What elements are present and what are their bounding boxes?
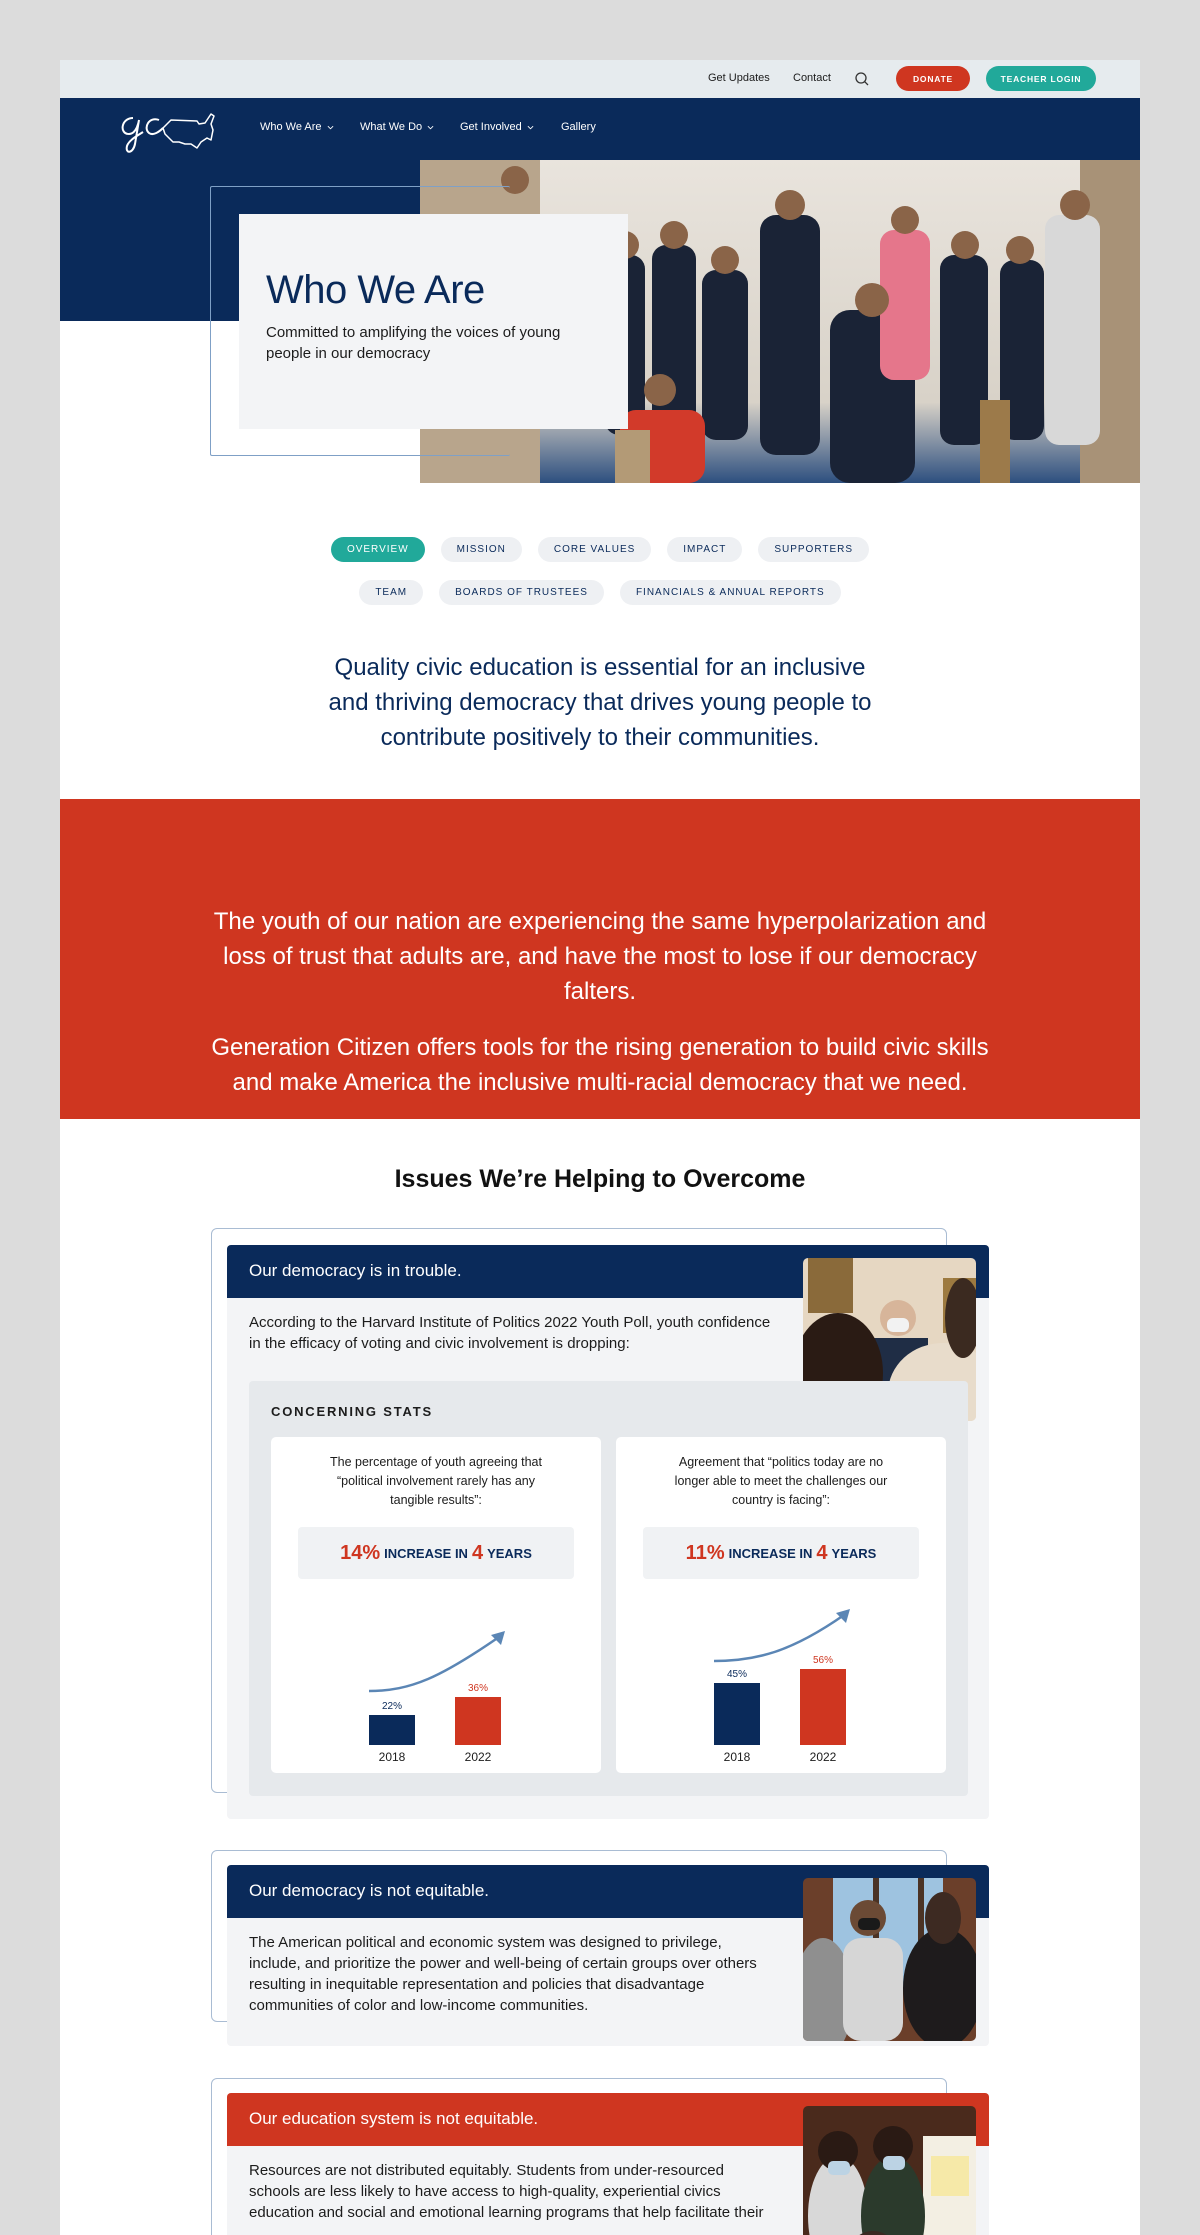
stat-increase-banner <box>643 1527 919 1579</box>
issue-heading: Our democracy is not equitable. <box>227 1865 989 1918</box>
bar-2022 <box>800 1669 846 1745</box>
issue-body: The American political and economic system was designed to privilege, include, and prioritize the power and well-being of certain groups over others resulting in inequitable representation and policies that disadvantage communities of color and low-income communities. <box>249 1934 757 2014</box>
bar-chart <box>616 1587 946 1773</box>
nav-label: Get Involved <box>460 121 522 133</box>
stat-increase-banner <box>298 1527 574 1579</box>
years-number: 4 <box>816 1541 828 1564</box>
section-tabs <box>60 537 1140 623</box>
donate-button[interactable]: DONATE <box>896 66 970 91</box>
teacher-login-button[interactable]: TEACHER LOGIN <box>986 66 1096 91</box>
stat-question: Agreement that “politics today are no longer able to meet the challenges our country is facing”: <box>674 1455 888 1507</box>
issue-body: According to the Harvard Institute of Politics 2022 Youth Poll, youth confidence in the efficacy of voting and civic involvement is dropping: <box>249 1314 771 1352</box>
year-label: 2018 <box>378 1750 406 1764</box>
tab-boards-of-trustees[interactable]: BOARDS OF TRUSTEES <box>439 580 604 605</box>
stat-question: The percentage of youth agreeing that “political involvement rarely has any tangible results”: <box>330 1455 542 1507</box>
bar-label: 22% <box>381 1701 403 1712</box>
bar-chart <box>271 1587 601 1773</box>
nav-label: Who We Are <box>260 121 322 133</box>
stats-label: CONCERNING STATS <box>271 1404 433 1419</box>
bar-2022 <box>455 1697 501 1745</box>
years-text: YEARS <box>831 1545 877 1561</box>
stat-card <box>271 1437 601 1773</box>
hero-card <box>239 214 628 429</box>
search-icon[interactable] <box>854 71 870 87</box>
tab-supporters[interactable]: SUPPORTERS <box>758 537 869 562</box>
chevron-down-icon <box>427 124 434 131</box>
nav-get-involved[interactable] <box>460 121 534 133</box>
get-updates-link[interactable]: Get Updates <box>708 72 770 84</box>
gc-logo-icon[interactable] <box>115 108 225 156</box>
lead-statement: Quality civic education is essential for an inclusive and thriving democracy that drives young people to contribute positively to their communities. <box>328 654 872 751</box>
issue-body: Resources are not distributed equitably. Students from under-resourced schools are less likely to have access to high-quality, experiential civics education and social and emotional learning programs that help facilitate their <box>249 2162 764 2221</box>
bar-2018 <box>714 1683 760 1745</box>
page-title: Who We Are <box>266 268 485 312</box>
statement-paragraph: Generation Citizen offers tools for the rising generation to build civic skills and make America the inclusive multi-racial democracy that we need. <box>211 1034 989 1096</box>
issues-heading: Issues We’re Helping to Overcome <box>394 1165 806 1193</box>
nav-who-we-are[interactable] <box>260 121 334 133</box>
year-label: 2018 <box>723 1750 751 1764</box>
chevron-down-icon <box>327 124 334 131</box>
increase-text: INCREASE IN <box>384 1545 468 1561</box>
red-statement-band <box>60 799 1140 1119</box>
issue-photo <box>803 1878 976 2041</box>
years-number: 4 <box>471 1541 484 1564</box>
issue-card <box>227 1865 989 2046</box>
increase-percent: 11% <box>685 1541 725 1564</box>
contact-link[interactable]: Contact <box>793 72 831 84</box>
tab-core-values[interactable]: CORE VALUES <box>538 537 651 562</box>
increase-text: INCREASE IN <box>728 1545 813 1561</box>
issue-heading: Our democracy is in trouble. <box>227 1245 989 1298</box>
tab-row <box>60 580 1140 605</box>
concerning-stats-panel <box>249 1381 968 1796</box>
issue-heading: Our education system is not equitable. <box>227 2093 989 2146</box>
page <box>60 60 1140 2235</box>
bar-label: 45% <box>726 1669 748 1680</box>
utility-bar <box>60 60 1140 98</box>
tab-financials[interactable]: FINANCIALS & ANNUAL REPORTS <box>620 580 841 605</box>
bar-label: 56% <box>812 1655 834 1666</box>
tab-impact[interactable]: IMPACT <box>667 537 742 562</box>
nav-label: What We Do <box>360 121 423 133</box>
issue-card <box>227 2093 989 2235</box>
stat-card <box>616 1437 946 1773</box>
statement-paragraph: The youth of our nation are experiencing the same hyperpolarization and loss of trust that adults are, and have the most to lose if our democracy falters. <box>213 908 987 1005</box>
hero-subtitle: Committed to amplifying the voices of young people in our democracy <box>266 324 561 362</box>
tab-mission[interactable]: MISSION <box>441 537 522 562</box>
issue-photo <box>803 2106 976 2235</box>
tab-team[interactable]: TEAM <box>359 580 423 605</box>
nav-gallery[interactable] <box>561 121 596 133</box>
bar-label: 36% <box>467 1683 489 1694</box>
years-text: YEARS <box>487 1545 532 1561</box>
nav-label: Gallery <box>561 121 596 133</box>
chevron-down-icon <box>527 124 534 131</box>
nav-what-we-do[interactable] <box>360 121 434 133</box>
bar-2018 <box>369 1715 415 1745</box>
main-nav <box>60 98 1140 160</box>
tab-row <box>60 537 1140 562</box>
year-label: 2022 <box>809 1750 837 1764</box>
issue-card <box>227 1245 989 1819</box>
increase-percent: 14% <box>340 1541 381 1564</box>
year-label: 2022 <box>464 1750 492 1764</box>
tab-overview[interactable]: OVERVIEW <box>331 537 425 562</box>
